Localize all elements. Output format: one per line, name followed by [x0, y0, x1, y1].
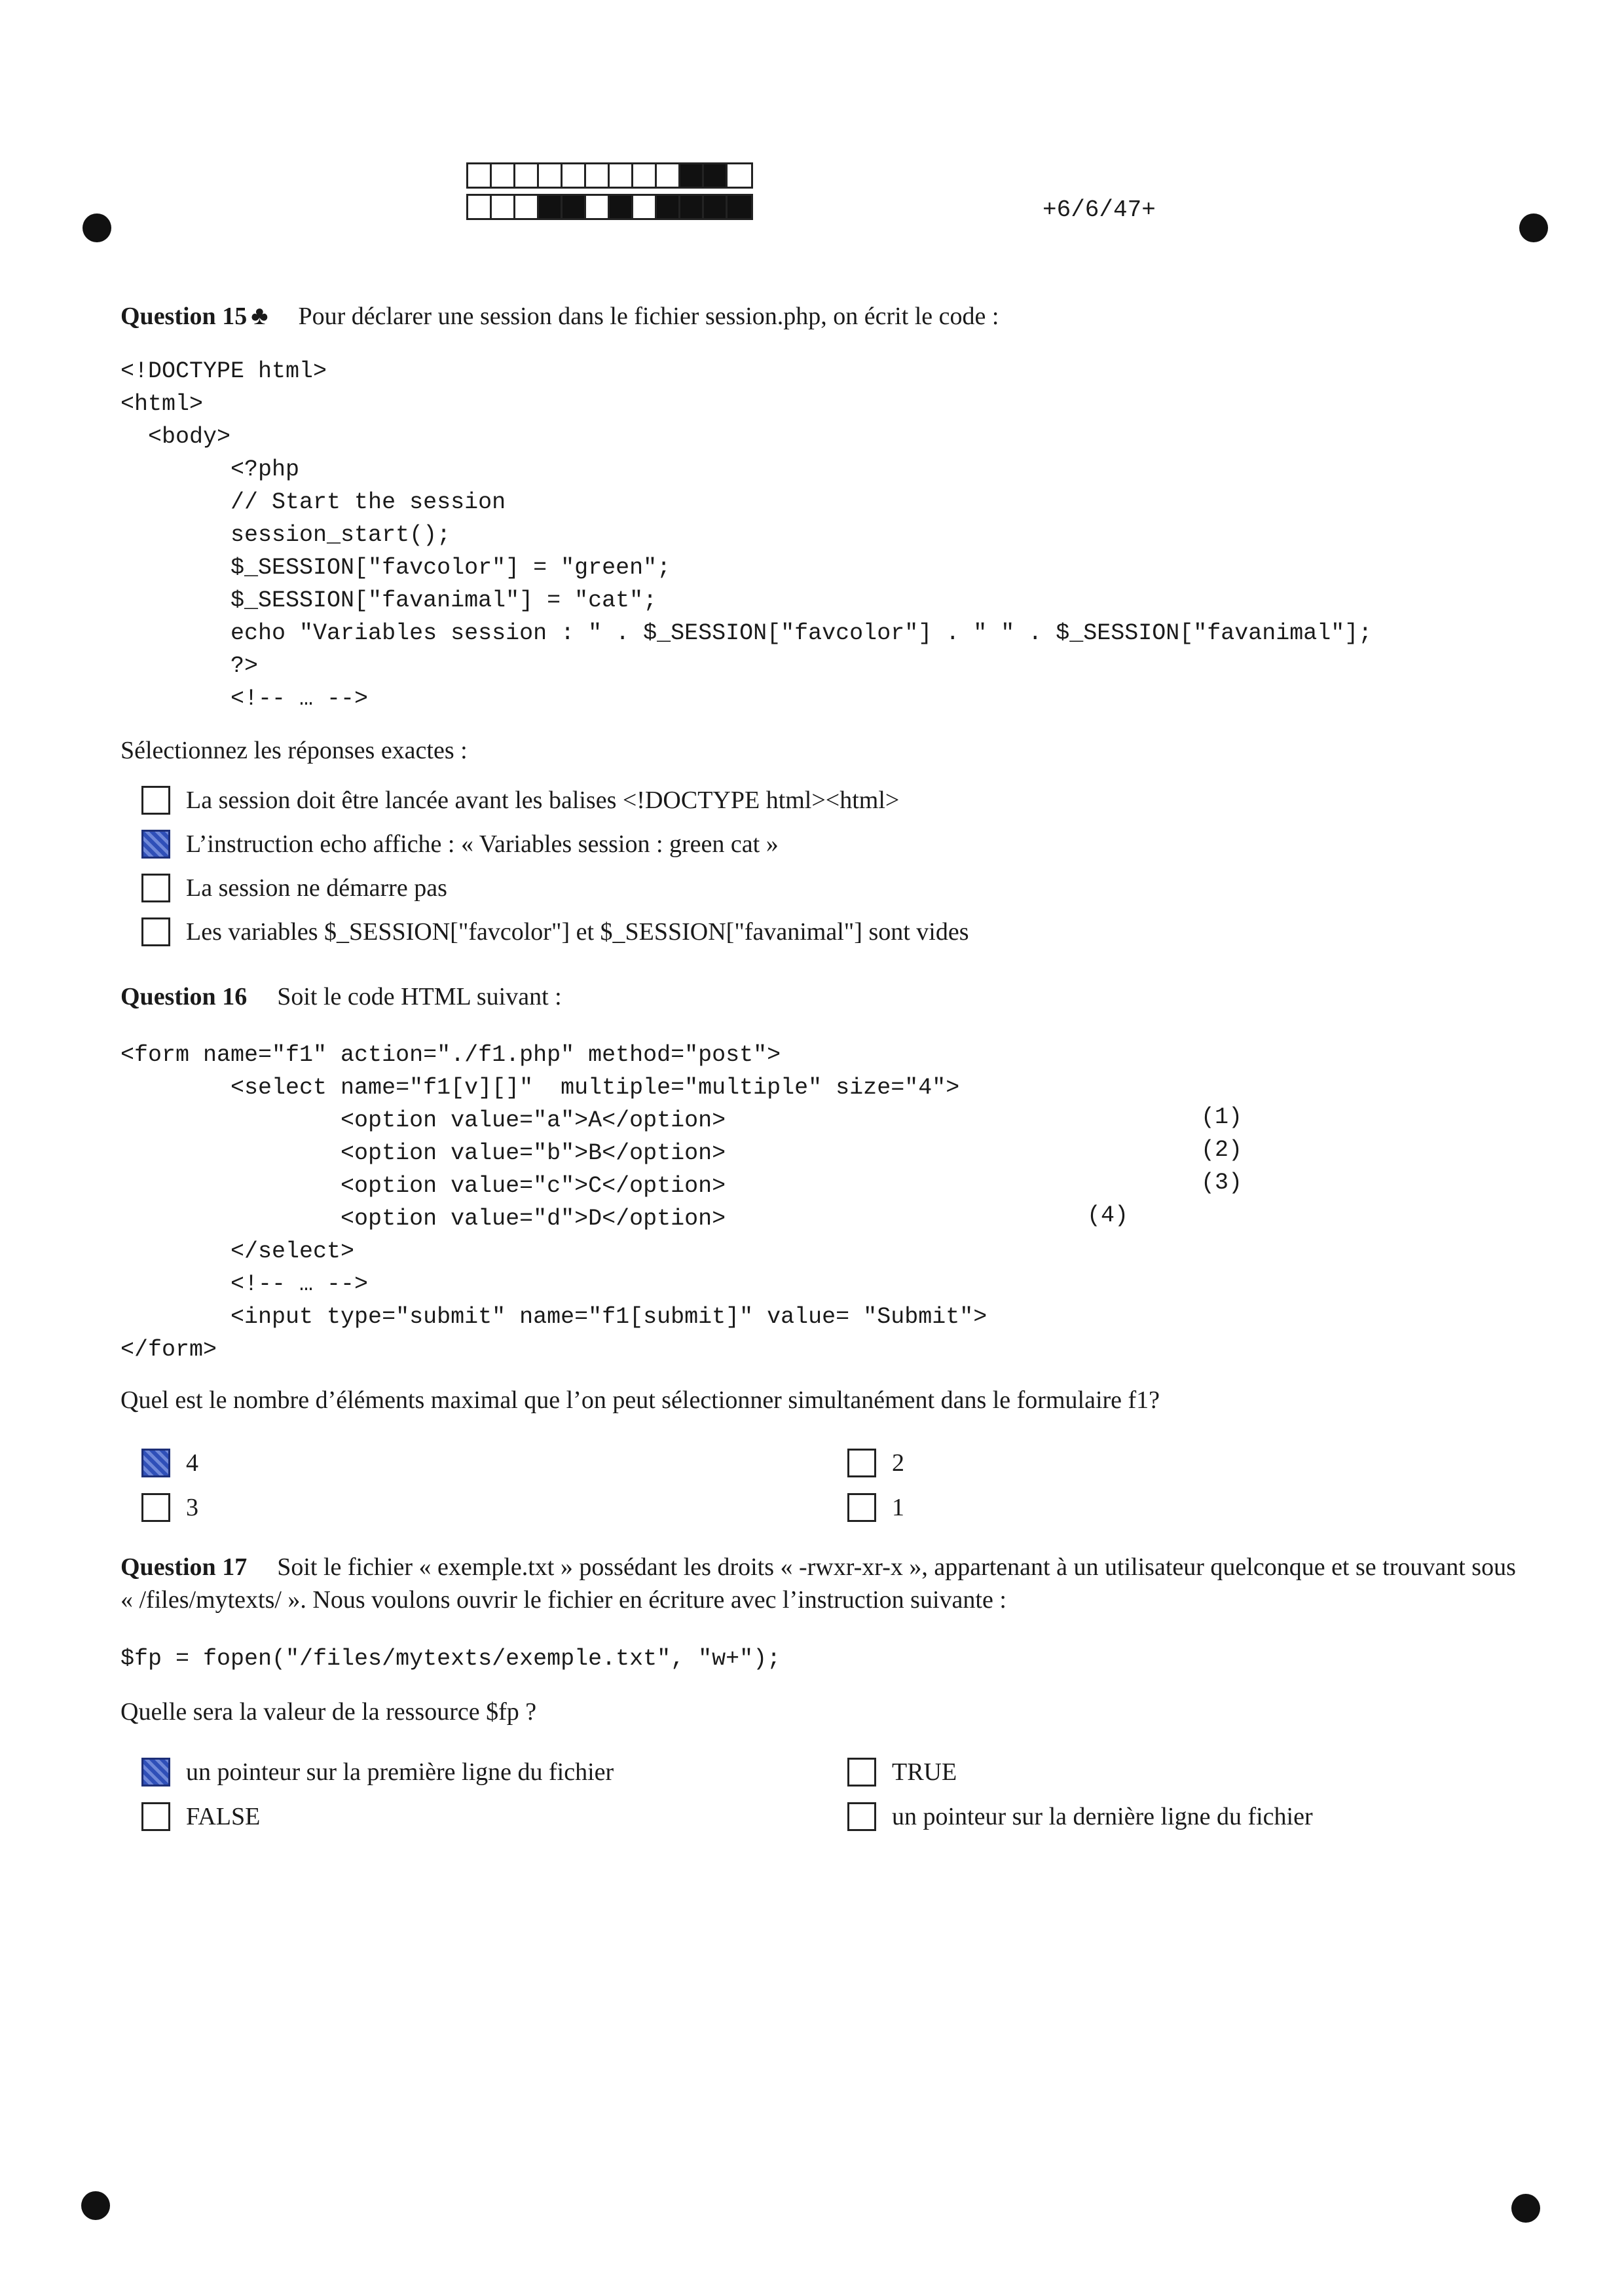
question-16-title — [120, 982, 562, 1011]
q15-option-3[interactable] — [141, 874, 447, 902]
barcode-cell — [468, 164, 492, 187]
barcode-cell — [539, 196, 563, 218]
question-15-code: <!DOCTYPE html> <html> <body> <?php // Start the session session_start(); $_SESSION["favcolor"] = "green"; $_SESSION["favanimal"] = "cat"; echo "Variables session : " . $_SESSION["favcolor"] . " " . $_SESSION["favanimal"]; ?> <!-- … --> — [120, 358, 1373, 712]
option-label: Les variables $_SESSION["favcolor"] et $_SESSION["favanimal"] sont vides — [186, 918, 969, 946]
club-icon: ♣ — [251, 301, 268, 330]
question-15-prompt: Sélectionnez les réponses exactes : — [120, 737, 468, 764]
option-label: TRUE — [892, 1758, 957, 1786]
checkbox[interactable] — [141, 1758, 170, 1787]
option-label: un pointeur sur la première ligne du fichier — [186, 1758, 614, 1786]
question-16-code: <form name="f1" action="./f1.php" method="post"> <select name="f1[v][]" multiple="multiple" size="4"> <option value="a">A</option> <option value="b">B</option> <option value="c">C</option> <option value="d">D</option> </select> <!-- … --> <input type="submit" name="f1[submit]" value= "Submit"> </form> — [120, 1042, 987, 1363]
checkbox[interactable] — [847, 1802, 876, 1831]
barcode-cell — [704, 164, 728, 187]
question-label: Question 15 — [120, 303, 248, 330]
checkbox[interactable] — [141, 1449, 170, 1477]
barcode-cell — [633, 164, 657, 187]
question-text: Pour déclarer une session dans le fichier session.php, on écrit le code : — [298, 303, 999, 330]
checkbox[interactable] — [847, 1758, 876, 1787]
marker-2: (2) — [1201, 1137, 1243, 1163]
barcode-cell — [563, 196, 586, 218]
barcode-cell — [610, 164, 633, 187]
barcode-cell — [657, 164, 680, 187]
barcode-cell — [586, 196, 610, 218]
checkbox[interactable] — [141, 917, 170, 946]
barcode-cell — [492, 164, 515, 187]
q16-option-3[interactable] — [141, 1493, 198, 1522]
option-label: 4 — [186, 1449, 198, 1477]
question-17-code: $fp = fopen("/files/mytexts/exemple.txt", "w+"); — [120, 1646, 781, 1672]
option-label: 2 — [892, 1449, 904, 1477]
barcode-cell — [563, 164, 586, 187]
checkbox[interactable] — [847, 1493, 876, 1522]
question-17-prompt: Quelle sera la valeur de la ressource $fp ? — [120, 1698, 537, 1726]
barcode-cell — [728, 164, 751, 187]
question-text: Soit le fichier « exemple.txt » possédant les droits « -rwxr-xr-x », appartenant à un utilisateur quelconque et se trouvant sous « /files/mytexts/ ». Nous voulons ouvrir le fichier en écriture avec l’instruction suivante : — [120, 1553, 1516, 1614]
registration-mark-top-right — [1519, 213, 1548, 242]
option-label: La session doit être lancée avant les balises <!DOCTYPE html><html> — [186, 787, 900, 814]
q16-option-1[interactable] — [141, 1449, 198, 1477]
barcode-bottom — [466, 194, 753, 220]
barcode-cell — [492, 196, 515, 218]
option-label: FALSE — [186, 1803, 261, 1830]
question-16-prompt: Quel est le nombre d’éléments maximal que l’on peut sélectionner simultanément dans le formulaire f1? — [120, 1386, 1160, 1414]
barcode-cell — [539, 164, 563, 187]
barcode-cell — [728, 196, 751, 218]
q15-option-2[interactable] — [141, 830, 779, 859]
barcode-cell — [680, 196, 704, 218]
barcode-cell — [515, 196, 539, 218]
barcode-cell — [586, 164, 610, 187]
barcode-cell — [610, 196, 633, 218]
question-15-title — [120, 300, 999, 331]
registration-mark-bottom-left — [81, 2191, 110, 2220]
q15-option-4[interactable] — [141, 917, 969, 946]
option-label: La session ne démarre pas — [186, 874, 447, 902]
question-text: Soit le code HTML suivant : — [277, 983, 562, 1010]
question-label: Question 17 — [120, 1553, 248, 1581]
barcode-cell — [633, 196, 657, 218]
checkbox[interactable] — [141, 786, 170, 815]
checkbox[interactable] — [141, 1802, 170, 1831]
question-label: Question 16 — [120, 983, 248, 1010]
checkbox[interactable] — [141, 830, 170, 859]
option-label: L’instruction echo affiche : « Variables session : green cat » — [186, 830, 779, 858]
barcode-top — [466, 162, 753, 189]
registration-mark-bottom-right — [1511, 2194, 1540, 2223]
option-label: 3 — [186, 1494, 198, 1521]
q17-option-2[interactable] — [847, 1758, 957, 1787]
checkbox[interactable] — [141, 874, 170, 902]
marker-1: (1) — [1201, 1104, 1243, 1130]
q17-option-1[interactable] — [141, 1758, 614, 1787]
barcode-cell — [515, 164, 539, 187]
barcode-cell — [680, 164, 704, 187]
barcode-cell — [657, 196, 680, 218]
barcode-cell — [704, 196, 728, 218]
page-id: +6/6/47+ — [1043, 196, 1156, 223]
checkbox[interactable] — [847, 1449, 876, 1477]
q17-option-3[interactable] — [141, 1802, 260, 1831]
barcode-cell — [468, 196, 492, 218]
checkbox[interactable] — [141, 1493, 170, 1522]
question-17-title — [120, 1551, 1522, 1616]
marker-3: (3) — [1201, 1170, 1243, 1196]
registration-mark-top-left — [83, 213, 111, 242]
marker-4: (4) — [1087, 1202, 1129, 1229]
q16-option-2[interactable] — [847, 1449, 904, 1477]
option-label: un pointeur sur la dernière ligne du fichier — [892, 1803, 1313, 1830]
q17-option-4[interactable] — [847, 1802, 1313, 1831]
option-label: 1 — [892, 1494, 904, 1521]
q15-option-1[interactable] — [141, 786, 899, 815]
q16-option-4[interactable] — [847, 1493, 904, 1522]
